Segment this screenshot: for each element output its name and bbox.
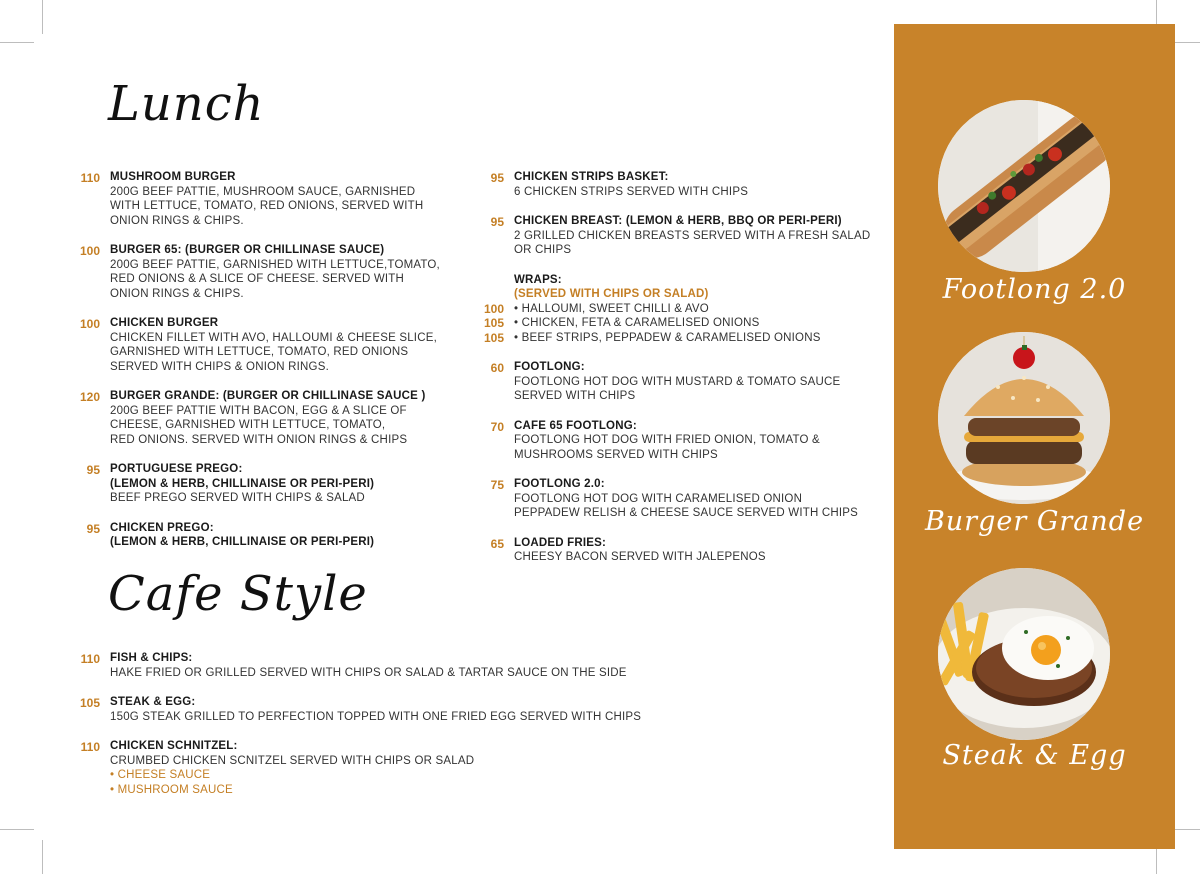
cafe-section-title: Cafe Style: [108, 566, 368, 622]
item-desc: SERVED WITH CHIPS & ONION RINGS.: [110, 360, 329, 373]
item-name: BURGER GRANDE: (BURGER OR CHILLINASE SAUCE ): [110, 390, 426, 402]
menu-item-burger-65: [72, 243, 462, 301]
item-desc: WITH LETTUCE, TOMATO, RED ONIONS, SERVED WITH: [110, 200, 424, 212]
menu-item-wraps: [476, 273, 886, 346]
menu-item-chicken-burger: [72, 316, 462, 374]
item-desc: 200G BEEF PATTIE WITH BACON, EGG & A SLICE OF: [110, 404, 407, 417]
item-option: • CHEESE SAUCE: [110, 769, 211, 781]
item-price: 120: [79, 390, 100, 404]
wrap-option: [483, 316, 886, 331]
item-price: 75: [490, 478, 504, 492]
menu-item-mushroom-burger: [72, 170, 462, 228]
lunch-right-column: [476, 170, 886, 580]
item-price: 110: [80, 171, 100, 185]
item-name: CHICKEN STRIPS BASKET:: [514, 171, 669, 183]
cafe-column: [72, 651, 692, 812]
item-desc: CHICKEN FILLET WITH AVO, HALLOUMI & CHEESE SLICE,: [110, 331, 437, 344]
item-desc: ONION RINGS & CHIPS.: [110, 287, 244, 300]
menu-item-fish-chips: [72, 651, 692, 680]
item-price: 95: [86, 463, 100, 477]
item-desc: GARNISHED WITH LETTUCE, TOMATO, RED ONIONS: [110, 346, 409, 358]
item-name-options: (LEMON & HERB, CHILLINAISE OR PERI-PERI): [110, 536, 375, 548]
menu-item-cafe-65-footlong: [476, 419, 886, 463]
item-desc: 150G STEAK GRILLED TO PERFECTION TOPPED WITH ONE FRIED EGG SERVED WITH CHIPS: [110, 710, 642, 723]
item-name: FISH & CHIPS:: [110, 652, 193, 664]
steak-egg-photo: [938, 568, 1110, 740]
item-name: CAFE 65 FOOTLONG:: [514, 419, 637, 432]
item-name: CHICKEN BURGER: [110, 317, 219, 329]
item-desc: MUSHROOMS SERVED WITH CHIPS: [514, 448, 718, 461]
item-price: 95: [86, 521, 100, 536]
menu-item-portuguese-prego: [72, 462, 462, 506]
item-desc: OR CHIPS: [514, 244, 572, 256]
item-desc: ONION RINGS & CHIPS.: [110, 214, 244, 227]
menu-item-footlong-2: [476, 477, 886, 521]
item-name: PORTUGUESE PREGO:: [110, 463, 243, 475]
wrap-option-label: • BEEF STRIPS, PEPPADEW & CARAMELISED ONIONS: [514, 331, 821, 344]
item-price: 105: [79, 696, 100, 710]
crop-mark: [0, 42, 34, 43]
menu-item-steak-egg: [72, 695, 692, 724]
crop-mark: [42, 0, 43, 34]
item-name: FOOTLONG 2.0:: [514, 478, 605, 490]
menu-item-footlong: [476, 360, 886, 404]
crop-mark: [0, 829, 34, 830]
item-price: 110: [80, 740, 100, 754]
item-desc: FOOTLONG HOT DOG WITH MUSTARD & TOMATO SAUCE: [514, 375, 841, 388]
item-desc: CRUMBED CHICKEN SCNITZEL SERVED WITH CHIPS OR SALAD: [110, 754, 475, 767]
menu-item-chicken-schnitzel: [72, 739, 692, 797]
item-name: CHICKEN PREGO:: [110, 521, 214, 534]
item-desc: PEPPADEW RELISH & CHEESE SAUCE SERVED WITH CHIPS: [514, 507, 859, 519]
wrap-option-label: • HALLOUMI, SWEET CHILLI & AVO: [514, 302, 709, 315]
wrap-option: [483, 330, 886, 346]
item-price: 105: [483, 330, 504, 345]
item-desc: CHEESE, GARNISHED WITH LETTUCE, TOMATO,: [110, 419, 386, 431]
item-desc: HAKE FRIED OR GRILLED SERVED WITH CHIPS OR SALAD & TARTAR SAUCE ON THE SIDE: [110, 666, 627, 679]
item-price: 110: [80, 652, 100, 666]
wrap-option-label: • CHICKEN, FETA & CARAMELISED ONIONS: [514, 317, 760, 329]
item-price: 105: [483, 316, 504, 330]
menu-item-loaded-fries: [476, 536, 886, 565]
photo-caption-burger: Burger Grande: [924, 506, 1145, 537]
item-desc: RED ONIONS & A SLICE OF CHEESE. SERVED WITH: [110, 273, 405, 285]
menu-item-chicken-strips: [476, 170, 886, 199]
burger-photo: [938, 332, 1110, 504]
item-desc: 200G BEEF PATTIE, MUSHROOM SAUCE, GARNISHED: [110, 185, 416, 198]
item-name: STEAK & EGG:: [110, 696, 196, 708]
burger-image: [938, 332, 1110, 504]
item-desc: 2 GRILLED CHICKEN BREASTS SERVED WITH A FRESH SALAD: [514, 229, 871, 242]
wrap-option: [483, 301, 886, 317]
lunch-section-title: Lunch: [108, 76, 265, 132]
item-price: 100: [79, 244, 100, 258]
item-price: 70: [490, 419, 504, 434]
footlong-photo: [938, 100, 1110, 272]
item-price: 100: [79, 317, 100, 331]
photo-caption-steak-egg: Steak & Egg: [942, 740, 1127, 771]
item-option: • MUSHROOM SAUCE: [110, 783, 233, 796]
menu-item-chicken-breast: [476, 214, 886, 258]
item-name: WRAPS:: [514, 273, 562, 286]
item-name: LOADED FRIES:: [514, 536, 607, 549]
item-name: MUSHROOM BURGER: [110, 171, 236, 183]
item-name: BURGER 65: (BURGER OR CHILLINASE SAUCE): [110, 244, 385, 256]
item-price: 100: [483, 301, 504, 316]
item-name: CHICKEN SCHNITZEL:: [110, 740, 238, 752]
steak-egg-image: [938, 568, 1110, 740]
item-name-options: (LEMON & HERB, CHILLINAISE OR PERI-PERI): [110, 477, 375, 490]
item-name: CHICKEN BREAST: (LEMON & HERB, BBQ OR PERI-PERI): [514, 215, 842, 227]
item-price: 95: [490, 215, 504, 229]
item-desc: RED ONIONS. SERVED WITH ONION RINGS & CHIPS: [110, 433, 408, 446]
menu-item-chicken-prego: [72, 521, 462, 550]
item-desc: 200G BEEF PATTIE, GARNISHED WITH LETTUCE,TOMATO,: [110, 258, 440, 271]
item-desc: FOOTLONG HOT DOG WITH FRIED ONION, TOMATO &: [514, 434, 820, 446]
item-name: FOOTLONG:: [514, 361, 585, 373]
footlong-image: [938, 100, 1110, 272]
menu-item-burger-grande: [72, 389, 462, 447]
crop-mark: [42, 840, 43, 874]
item-desc: FOOTLONG HOT DOG WITH CARAMELISED ONION: [514, 492, 803, 505]
item-desc: CHEESY BACON SERVED WITH JALEPENOS: [514, 551, 766, 563]
item-desc: 6 CHICKEN STRIPS SERVED WITH CHIPS: [514, 185, 749, 198]
item-price: 95: [490, 171, 504, 185]
side-photo-panel: [894, 24, 1175, 849]
item-price: 65: [490, 536, 504, 551]
photo-caption-footlong: Footlong 2.0: [942, 274, 1127, 305]
item-price: 60: [490, 361, 504, 375]
item-desc: SERVED WITH CHIPS: [514, 390, 636, 402]
item-note: (SERVED WITH CHIPS OR SALAD): [514, 288, 709, 300]
lunch-left-column: [72, 170, 462, 565]
item-desc: BEEF PREGO SERVED WITH CHIPS & SALAD: [110, 492, 365, 504]
